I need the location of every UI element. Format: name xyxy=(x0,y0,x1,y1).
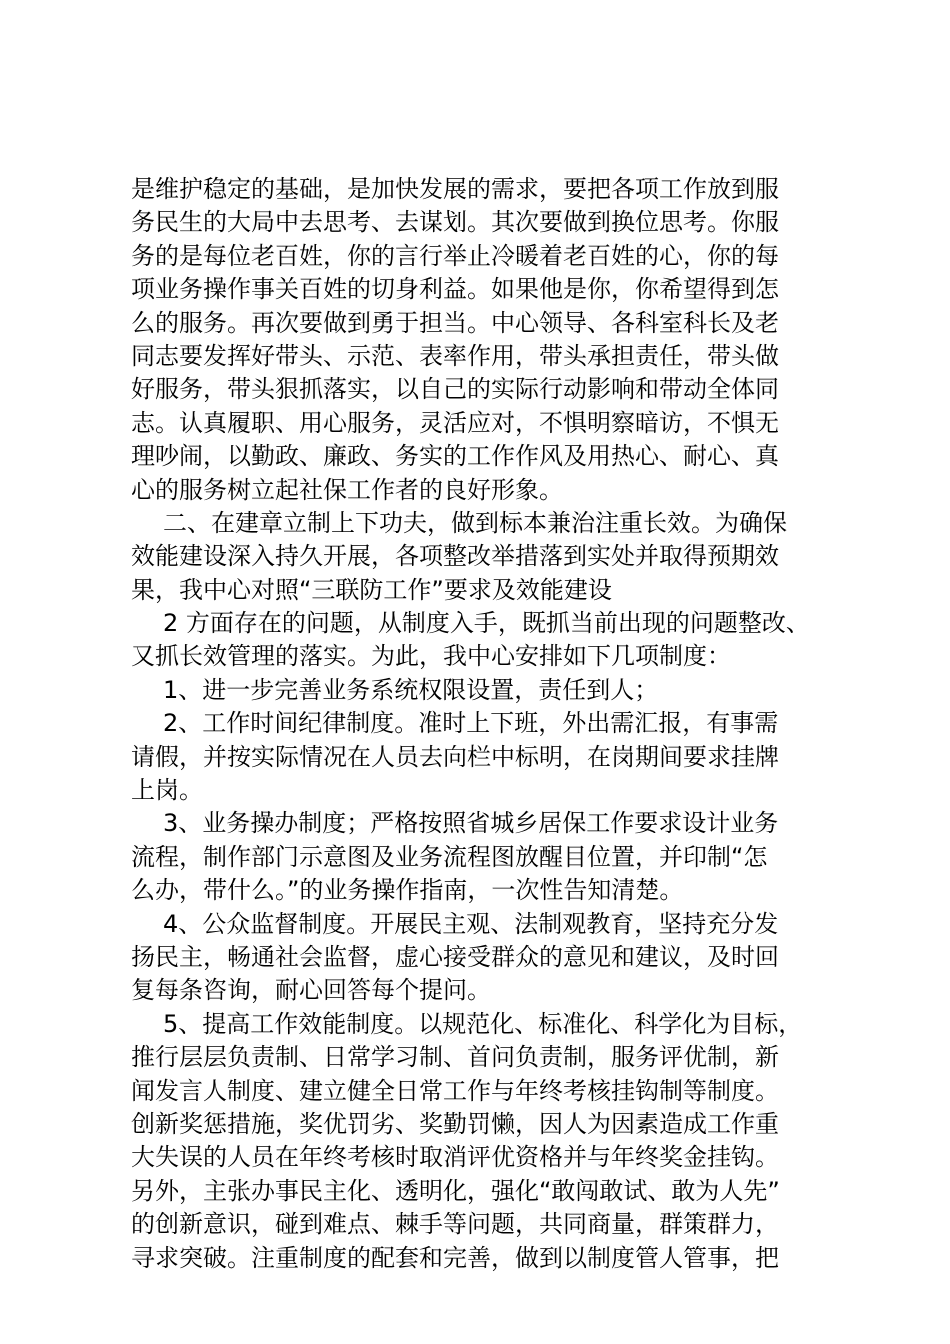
text-line: 请假，并按实际情况在人员去向栏中标明，在岗期间要求挂牌 xyxy=(131,742,779,771)
text-line: 大失误的人员在年终考核时取消评优资格并与年终奖金挂钩。 xyxy=(131,1143,779,1172)
text-line: 流程，制作部门示意图及业务流程图放醒目位置，并印制“怎 xyxy=(131,842,768,871)
text-line: 扬民主，畅通社会监督，虚心接受群众的意见和建议，及时回 xyxy=(131,942,779,971)
text-line: 果，我中心对照“三联防工作”要求及效能建设 xyxy=(131,575,612,604)
text-line: 好服务，带头狠抓落实，以自己的实际行动影响和带动全体同 xyxy=(131,375,779,404)
text-line: 另外，主张办事民主化、透明化，强化“敢闯敢试、敢为人先” xyxy=(131,1176,780,1205)
text-line: 务的是每位老百姓，你的言行举止冷暖着老百姓的心，你的每 xyxy=(131,241,779,270)
text-line: 是维护稳定的基础，是加快发展的需求，要把各项工作放到服 xyxy=(131,175,779,203)
text-line: 推行层层负责制、日常学习制、首问负责制，服务评优制，新 xyxy=(131,1043,779,1072)
text-line: 5、提高工作效能制度。以规范化、标准化、科学化为目标， xyxy=(163,1009,803,1038)
text-line: 4、公众监督制度。开展民主观、法制观教育，坚持充分发 xyxy=(163,909,779,938)
text-line: 务民生的大局中去思考、去谋划。其次要做到换位思考。你服 xyxy=(131,208,779,237)
text-line: 寻求突破。注重制度的配套和完善，做到以制度管人管事，把 xyxy=(131,1243,779,1272)
text-line: 么办，带什么。”的业务操作指南，一次性告知清楚。 xyxy=(131,876,684,905)
text-line: 2 方面存在的问题，从制度入手，既抓当前出现的问题整改、 xyxy=(163,609,810,638)
text-line: 上岗。 xyxy=(131,776,203,805)
document-body xyxy=(131,173,851,1275)
text-line: 3、业务操办制度；严格按照省城乡居保工作要求设计业务 xyxy=(163,809,779,838)
text-line: 效能建设深入持久开展，各项整改举措落到实处并取得预期效 xyxy=(131,542,779,571)
text-line: 同志要发挥好带头、示范、表率作用，带头承担责任，带头做 xyxy=(131,341,779,370)
text-line: 心的服务树立起社保工作者的良好形象。 xyxy=(131,475,563,504)
text-line: 创新奖惩措施，奖优罚劣、奖勤罚懒，因人为因素造成工作重 xyxy=(131,1109,779,1138)
text-line: 的创新意识，碰到难点、棘手等问题，共同商量，群策群力， xyxy=(131,1210,779,1239)
text-line: 么的服务。再次要做到勇于担当。中心领导、各科室科长及老 xyxy=(131,308,779,337)
text-line: 二、在建章立制上下功夫，做到标本兼治注重长效。为确保 xyxy=(163,508,787,537)
text-line: 志。认真履职、用心服务，灵活应对，不惧明察暗访，不惧无 xyxy=(131,408,779,437)
text-line: 2、工作时间纪律制度。准时上下班，外出需汇报，有事需 xyxy=(163,709,779,738)
text-line: 又抓长效管理的落实。为此，我中心安排如下几项制度： xyxy=(131,642,731,671)
text-line: 1、进一步完善业务系统权限设置，责任到人； xyxy=(163,675,659,704)
text-line: 闻发言人制度、建立健全日常工作与年终考核挂钩制等制度。 xyxy=(131,1076,779,1105)
text-line: 项业务操作事关百姓的切身利益。如果他是你，你希望得到怎 xyxy=(131,275,779,304)
text-line: 理吵闹，以勤政、廉政、务实的工作作风及用热心、耐心、真 xyxy=(131,442,779,471)
text-line: 复每条咨询，耐心回答每个提问。 xyxy=(131,976,491,1005)
